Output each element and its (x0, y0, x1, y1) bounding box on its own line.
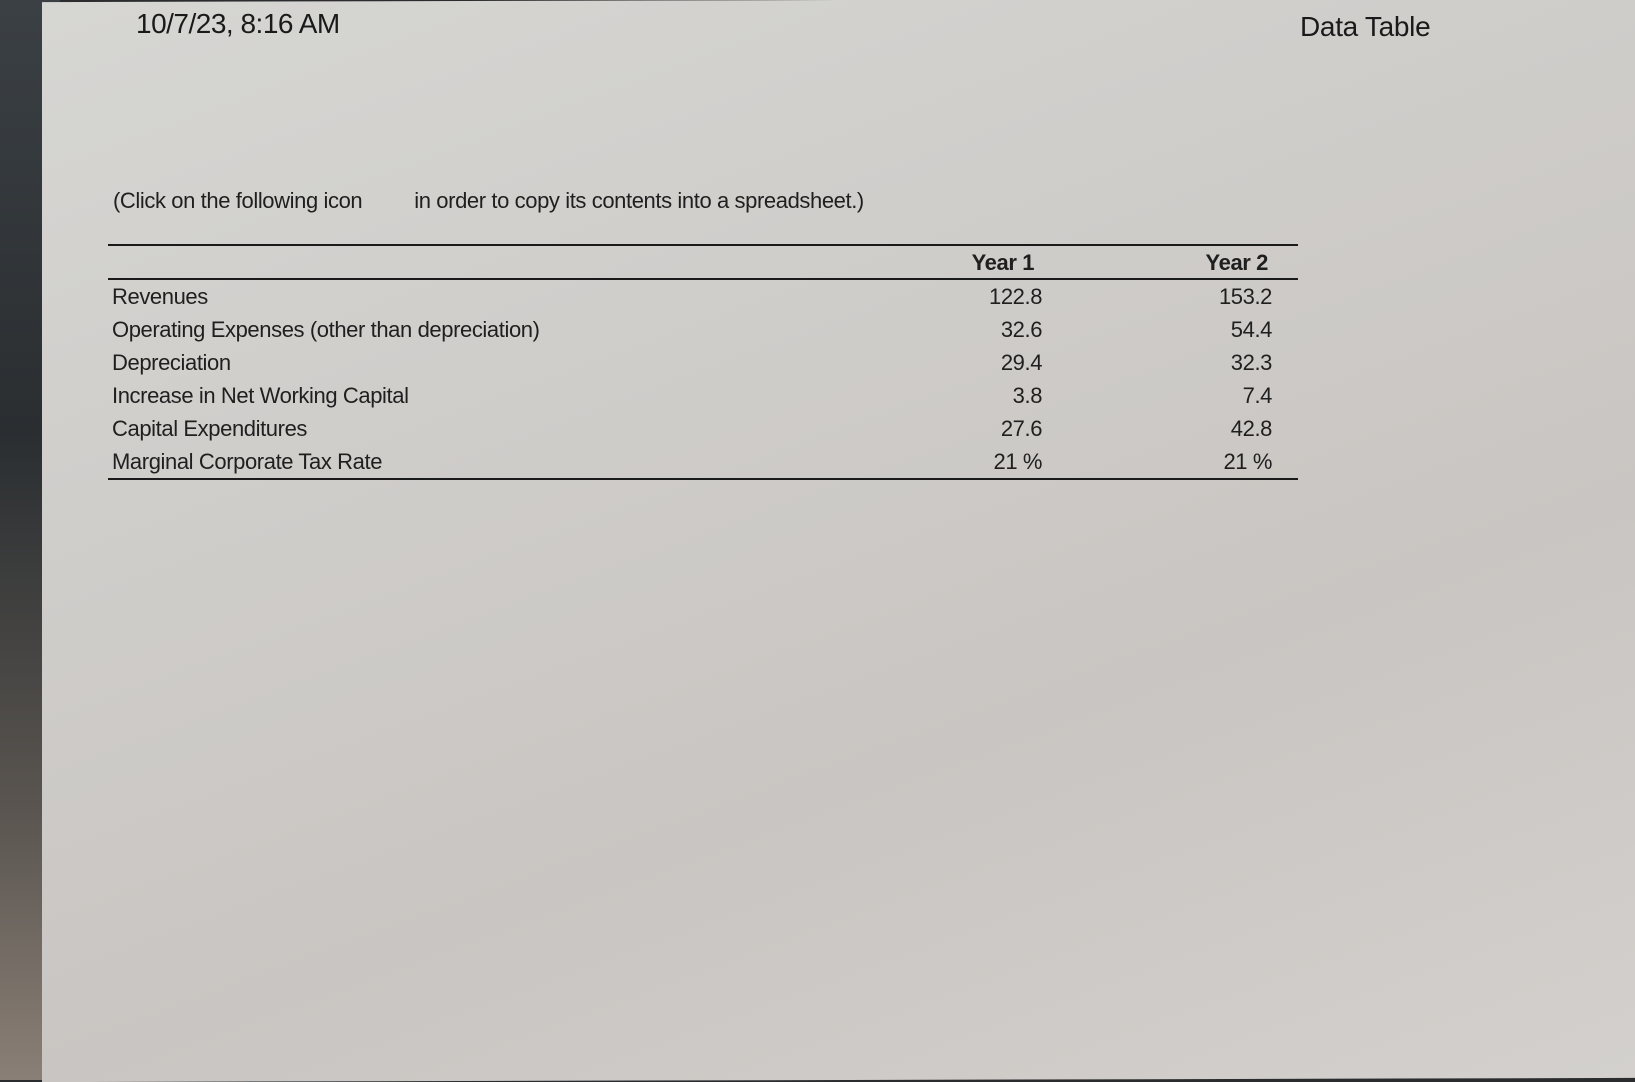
column-header-year2: Year 2 (1042, 245, 1298, 279)
row-value-year1: 27.6 (1000, 415, 1043, 441)
row-value-year1: 122.8 (988, 283, 1043, 309)
row-label: Revenues (112, 283, 208, 309)
copy-instruction (113, 188, 864, 214)
row-value-year2: 21 % (1223, 448, 1272, 474)
row-label: Marginal Corporate Tax Rate (112, 448, 383, 474)
row-value-year2: 153.2 (1218, 283, 1272, 309)
page-title: Data Table (1300, 11, 1431, 42)
row-value-year2: 42.8 (1230, 415, 1272, 441)
row-value-year1: 21 % (993, 448, 1043, 474)
row-value-year2: 7.4 (1242, 382, 1272, 408)
row-label: Depreciation (112, 349, 231, 375)
table-row (108, 346, 1298, 379)
table-row (108, 313, 1298, 346)
printed-page (42, 0, 1635, 1082)
row-value-year1: 29.4 (1000, 349, 1043, 375)
row-label: Capital Expenditures (112, 415, 308, 441)
table-header-row (108, 245, 1298, 279)
table-row (108, 412, 1298, 445)
table-row (108, 279, 1298, 313)
print-timestamp: 10/7/23, 8:16 AM (136, 8, 340, 39)
row-value-year1: 3.8 (1012, 382, 1043, 408)
row-value-year1: 32.6 (1000, 316, 1043, 342)
table-row (108, 379, 1298, 412)
row-value-year2: 54.4 (1230, 316, 1272, 342)
instruction-text-after: in order to copy its contents into a spreadsheet.) (414, 188, 864, 213)
row-label: Increase in Net Working Capital (112, 382, 409, 408)
instruction-text-before: (Click on the following icon (113, 188, 363, 213)
row-label: Operating Expenses (other than depreciation) (112, 316, 540, 342)
table-row (108, 445, 1298, 479)
data-table (108, 244, 1298, 480)
column-header-year1: Year 1 (788, 245, 1042, 279)
column-header-label (108, 245, 788, 279)
row-value-year2: 32.3 (1230, 349, 1272, 375)
